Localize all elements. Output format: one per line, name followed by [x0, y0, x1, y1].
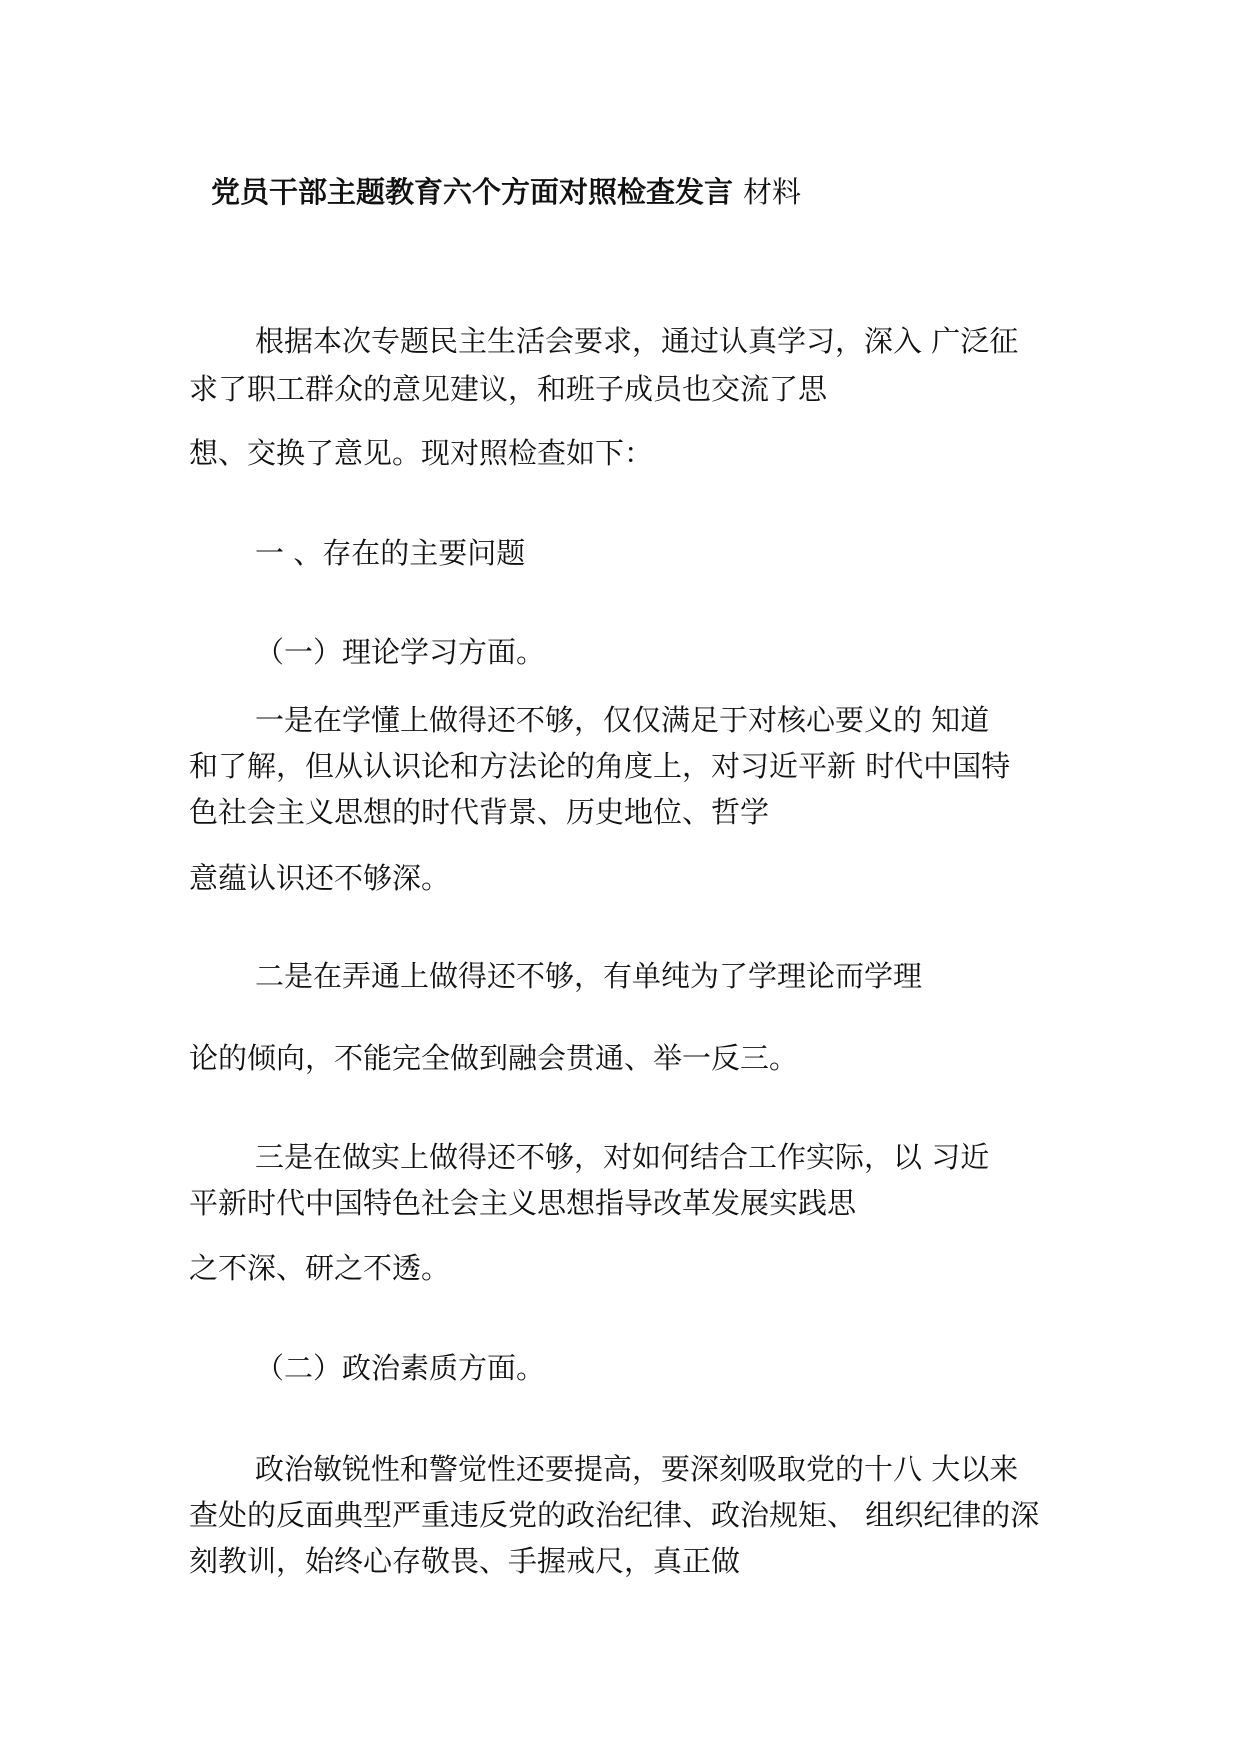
document-title — [211, 172, 801, 212]
paragraph-line: 政治敏锐性和警觉性还要提高，要深刻吸取党的十八 大以来 — [255, 1452, 1019, 1486]
subsection-heading: （二）政治素质方面。 — [255, 1351, 546, 1385]
paragraph-line: 二是在弄通上做得还不够，有单纯为了学理论而学理 — [255, 959, 923, 993]
title-main: 党员干部主题教育六个方面对照检查发言 — [211, 175, 734, 209]
paragraph-line: 查处的反面典型严重违反党的政治纪律、政治规矩、 组织纪律的深 — [189, 1498, 1040, 1532]
paragraph-line: 平新时代中国特色社会主义思想指导改革发展实践思 — [189, 1186, 857, 1220]
paragraph-line: 根据本次专题民主生活会要求，通过认真学习，深入 广泛征 — [255, 324, 1019, 358]
paragraph-line: 色社会主义思想的时代背景、历史地位、哲学 — [189, 795, 770, 829]
paragraph-line: 求了职工群众的意见建议，和班子成员也交流了思 — [189, 372, 828, 406]
paragraph-line: 三是在做实上做得还不够，对如何结合工作实际，以 习近 — [255, 1140, 990, 1174]
paragraph-line: 和了解，但从认识论和方法论的角度上，对习近平新 时代中国特 — [189, 749, 1011, 783]
paragraph-line: 之不深、研之不透。 — [189, 1251, 451, 1285]
paragraph-line: 论的倾向，不能完全做到融会贯通、举一反三。 — [189, 1041, 799, 1075]
paragraph-line: 一是在学懂上做得还不够，仅仅满足于对核心要义的 知道 — [255, 703, 990, 737]
subsection-heading: （一）理论学习方面。 — [255, 635, 546, 669]
paragraph-line: 想、交换了意见。现对照检查如下： — [189, 436, 654, 470]
title-suffix: 材料 — [743, 175, 802, 209]
section-heading: 一 、存在的主要问题 — [255, 536, 526, 570]
paragraph-line: 意蕴认识还不够深。 — [189, 861, 451, 895]
paragraph-line: 刻教训，始终心存敬畏、手握戒尺，真正做 — [189, 1544, 741, 1578]
